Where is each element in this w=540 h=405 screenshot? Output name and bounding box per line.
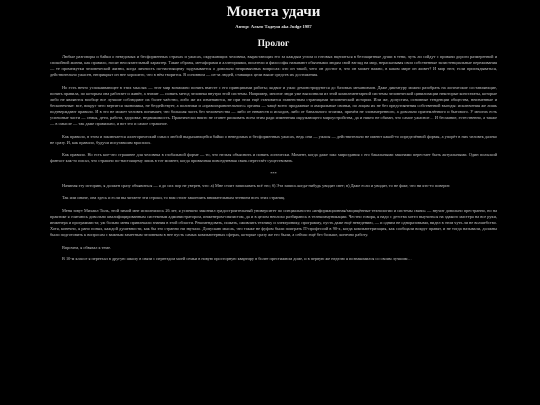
paragraph: Как правило. Но есть кое-что страшнее для человека в глобальной форме — то, что нельзя объяснить и понять логически. Момент, когда даже закс мироздания с его бакальными законами перестает быть актуальными. Один польский фантаст как-то писал, что страшно по-настоящему лишь в тот момент, когда привычная повседневная связь перестаёт существовать. <box>50 152 497 164</box>
paragraph: Но есть нечто успокаивающее в этих мыслях — этот мир возможно понять вместе с его принципами работы; кодвиг и ужас демонстрируются до базовых механизмов. Даже диктатуру можно разобрать на логические составляющие, понять правила, по которым она работает и живёт, а значит — понять метод человека внутри этой системы. Например, многие люди уже выполнили из этой комплементарной системы человеческой цивилизации некоторые констататы, которые либо не являются вообще все лучшие соблюдают их более чаёстно, либо же их изменяются, не при этом ещё становится главенствам страницами человеческой истории. Или же, допустим, основные тенденции общества, неизменные и бесконечные: все, вокруг чего вертится экономика, не бездействует, а политики и «правоохранительного» органы — чащё всего продажные и аморальные свиньи, по лицам их не без предстоянения собственной выгоды: исключения же лишь подтверждают правило. И в это не может человек понимает, что большая часть без человечества — либо от невместв и исходов, либо от банального эгоизма, причём не злонамеренного, а довольно приземлённого и бытового. У многих есть успешные части — семья, дети, работа, здоровье, недвижимость. Практически никто не станет рисковать всем этим ради изменения окружающего мироустройства, да и никто не обязан, что самое ужасное… И бесмание, естественно, а также — в смысле — так даже правильно, и вот это и самое страшное. <box>50 84 497 126</box>
document-author: Автор: Альто Тадеуш aka Judge 1987 <box>235 24 312 29</box>
section-separator: *** <box>270 170 277 176</box>
paragraph: Любые разговоры и байки о неведомых и бесформенных страхах и ужасах, окружающих человека, вырастающих его за каждым углом и готовых вцепиться в беззащитные души в тени, чуть ли сойдут с привязи дороги размеренной и спокойной жизни, как правило, носят неосязательный характер. Такие образы, метафорами и аллегориями, писатели и философы называют обычными людям свой взгляд на мир, нерасказывая свои собственные экзистенциальные переживания — те промежутки человеческой жизни, когда личность по-настоящему задумывается о довольно непривычных вопросах: кто он такой, чего он достиг в, что он может важно, в каком мире он живет? И мир этот, если приглядываться, действительно ужасен, неприкрыт он нее хорошего, что в нём творится. В основном — из-за людей, ставящих цели выше средств их достижения. <box>50 54 497 78</box>
paragraph: В 10-м классе я переехал в другую школу в связи с переездом моей семьи в новую просторную квартиру в более престижном доме, и в первую же неделю я познакомился со своим лучшим… <box>62 255 412 261</box>
document-column <box>50 4 497 268</box>
paragraph: Начиная эту историю, я должен сразу объявиться — я до сих пор не уверен, что: а) Мне стоит записывать всё это; б) Эта запись когда-нибудь увидит свет; в) Даже если и увидит, то не факт, что ни кто-то поверит. <box>62 182 451 188</box>
paragraph: Меня зовут Михаил Тиль, этой зимой мне исполнилось 26 лет, я успешно закончил градостроительный университет по специальности «информационная/защищённые технологии и системы связи» — звучит довольно престранно, но на практике я считаюсь довольно квалифицированным системным администратором, инженером-связистом, да и в целом неплохо разбираюсь в телекоммуникации. Честно говоря, я надо с детства хотел выучиться на эдакого мастера на все руки, инженера и программиста; уж больно меня привлекали знания в этой области. Рекомендовать, пожать, оживлять технику и электронику, программу, пусть даже ещё неведению, — и одним не одноразовыми, видел в этом чуть ли не волшебство. Хотя, конечно, я рано понял, каждой душевности, как бы это странно ни звучало. Допускаю мысль, что также не фуфом были поиграть IT-профессий в 90-х, когда компьютеризация, как сообщали вокруг правят, и не тогда называли, должны были подготовить к вопросам с важным заметным человеком в нее пусть самых компьютерных сферах, которые сразу же его были, а сейчас ещё без больше, конечно работу. <box>50 207 497 238</box>
document-body <box>50 54 497 262</box>
paragraph: Впрочем, я обвязал к теме. <box>62 244 112 250</box>
section-title: Пролог <box>257 39 290 49</box>
document-title: Монета удачи <box>226 4 321 20</box>
paragraph: Так или иначе, она здесь и если вы читаете эти строки, то вам стоит закончить внимательным чтением всех этих страниц. <box>62 195 286 201</box>
paragraph: Как правило, в этом и заключается аллегорический смысл любой выдыхающейся байки о неведомых и бесформенных ужасах, ведь они — ужасы — действительно не имеют какой-то определённой формы, а упорёт в них человек далеко не сразу. И, как правило, будучи испугавшим врасплох. <box>50 133 497 145</box>
